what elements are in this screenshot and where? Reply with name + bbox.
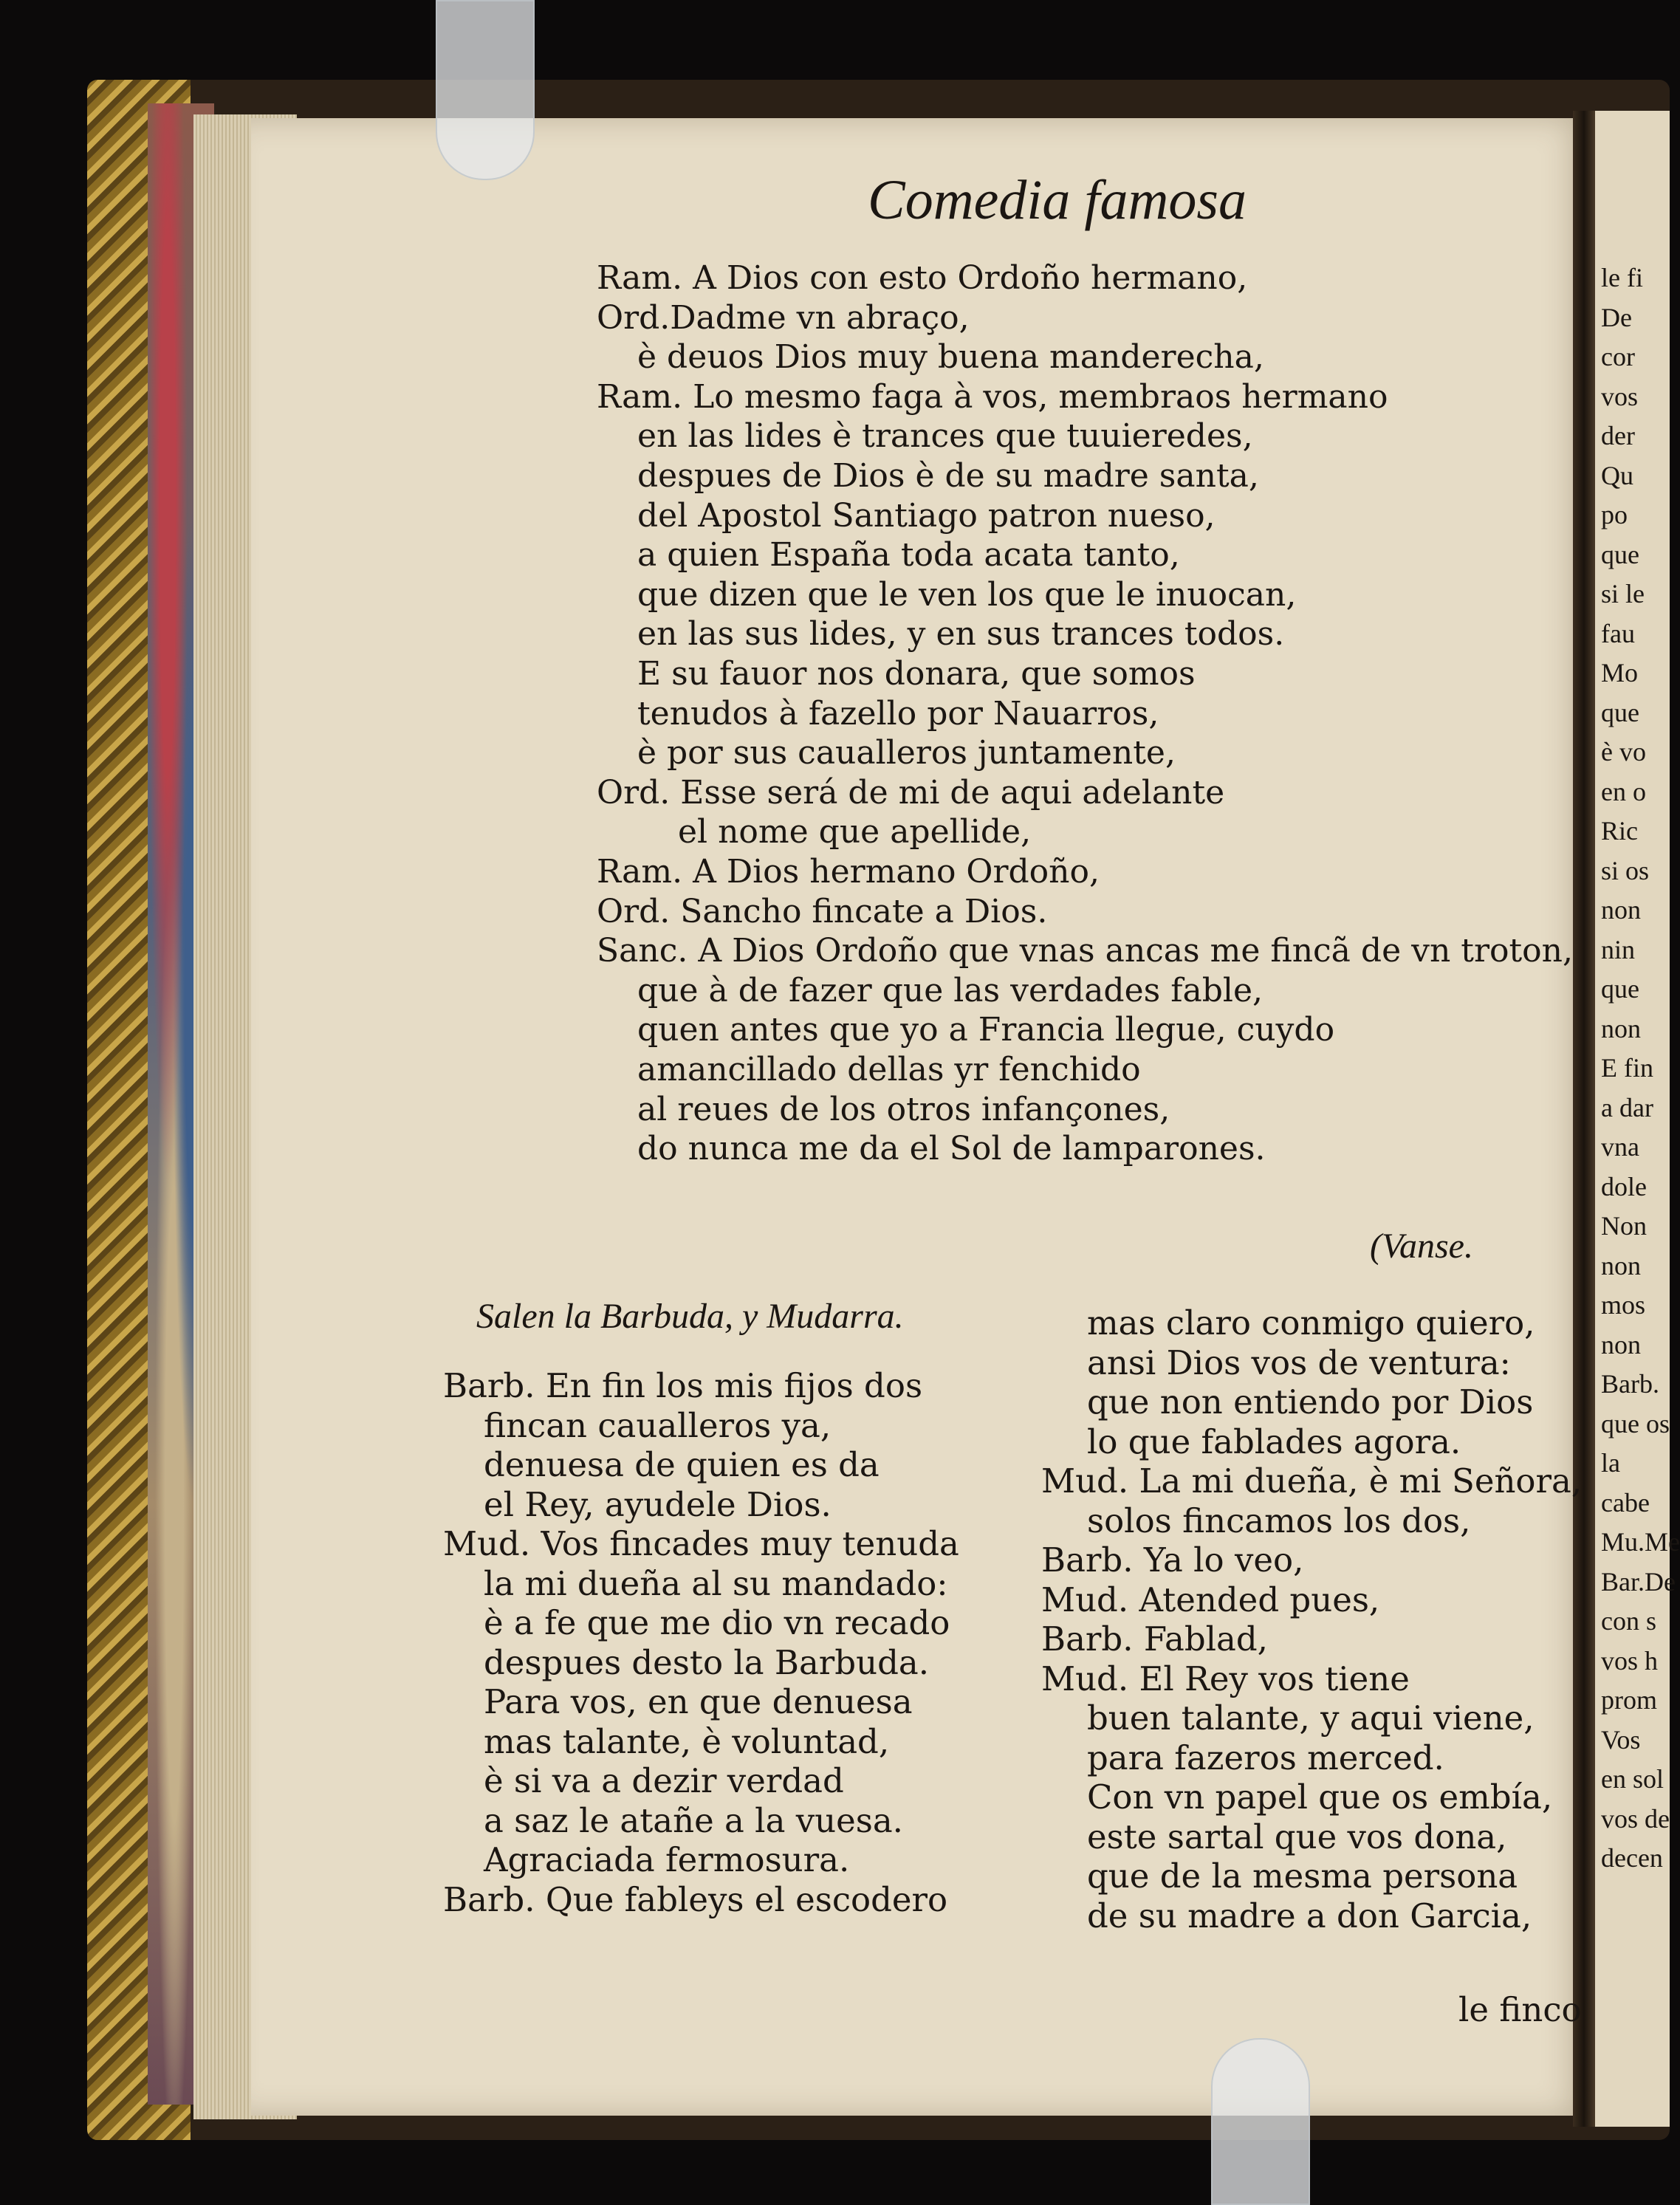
page-clip-top [436, 0, 535, 180]
facing-page-fragment: le fi [1601, 263, 1643, 292]
exit-direction: (Vanse. [1370, 1227, 1473, 1266]
facing-page-fragment: Mu.Me [1601, 1527, 1680, 1557]
facing-page-fragment: fau [1601, 618, 1635, 648]
page-clip-bottom [1211, 2038, 1310, 2205]
verse-line: Para vos, en que denuesa [484, 1682, 913, 1721]
verse-line: Agraciada fermosura. [484, 1840, 850, 1879]
facing-page-fragment: Bar.De [1601, 1566, 1676, 1597]
verse-line: quen antes que yo a Francia llegue, cuydo [637, 1011, 1335, 1049]
verse-line: Mud. La mi dueña, è mi Señora, [1041, 1461, 1583, 1501]
facing-page-text [1601, 258, 1680, 1879]
verse-line: è si va a dezir verdad [484, 1761, 844, 1800]
verse-line: E su fauor nos donara, que somos [637, 655, 1196, 693]
facing-page-fragment: que [1601, 974, 1639, 1004]
facing-page-fragment: po [1601, 500, 1628, 529]
verse-line: Mud. El Rey vos tiene [1041, 1659, 1410, 1698]
verse-line: Ram. A Dios hermano Ordoño, [597, 853, 1100, 891]
verse-line: Barb. En fin los mis fijos dos [443, 1366, 923, 1405]
verse-line: Ord.Dadme vn abraço, [597, 298, 970, 337]
verse-line: la mi dueña al su mandado: [484, 1563, 948, 1603]
verse-line: Barb. Ya lo veo, [1041, 1540, 1304, 1580]
facing-page-fragment: non [1601, 1250, 1641, 1280]
facing-page-fragment: è vo [1601, 737, 1646, 767]
verse-line: Barb. Fablad, [1041, 1619, 1268, 1659]
verse-line: a quien España toda acata tanto, [637, 536, 1180, 575]
verse-line: è por sus caualleros juntamente, [637, 734, 1176, 772]
facing-page-fragment: decen [1601, 1843, 1663, 1873]
stage-direction: Salen la Barbuda, y Mudarra. [476, 1297, 904, 1336]
verse-line: a saz le atañe a la vuesa. [484, 1800, 903, 1840]
facing-page-fragment: vna [1601, 1132, 1639, 1162]
facing-page-fragment: De [1601, 302, 1632, 332]
facing-page-fragment: cor [1601, 342, 1635, 371]
verse-line: para fazeros merced. [1087, 1738, 1444, 1777]
facing-page-fragment: dole [1601, 1171, 1647, 1201]
facing-page-fragment: der [1601, 421, 1635, 450]
verse-line: amancillado dellas yr fenchido [637, 1051, 1141, 1088]
facing-page-fragment: Barb. [1601, 1369, 1659, 1399]
catchword: le finco [1458, 1990, 1582, 2029]
facing-page-fragment: Ric [1601, 816, 1638, 846]
verse-line: è deuos Dios muy buena manderecha, [637, 338, 1264, 377]
facing-page-fragment: Mo [1601, 658, 1639, 687]
verse-line: Con vn papel que os embía, [1087, 1777, 1553, 1817]
book-gutter [1573, 111, 1595, 2127]
facing-page-fragment: que [1601, 697, 1639, 727]
verse-line: mas talante, è voluntad, [484, 1721, 890, 1761]
verse-line: que dizen que le ven los que le inuocan, [637, 575, 1297, 614]
verse-line: al reues de los otros infançones, [637, 1090, 1170, 1128]
facing-page-fragment: la cabe [1601, 1448, 1650, 1518]
verse-line: el Rey, ayudele Dios. [484, 1484, 832, 1524]
facing-page-fragment: con s [1601, 1606, 1656, 1636]
facing-page-fragment: en sol [1601, 1764, 1664, 1794]
verse-line: en las sus lides, y en sus trances todos. [637, 615, 1285, 654]
facing-page-fragment: vos h [1601, 1645, 1659, 1676]
facing-page-fragment: nin [1601, 934, 1636, 964]
verse-line: do nunca me da el Sol de lamparones. [637, 1130, 1266, 1168]
verse-line: denuesa de quien es da [484, 1445, 880, 1484]
facing-page-fragment: prom [1601, 1685, 1657, 1715]
facing-page-fragment: que os [1601, 1408, 1670, 1438]
facing-page-fragment: si le [1601, 579, 1645, 608]
facing-page-fragment: vos [1601, 381, 1639, 411]
verse-line: buen talante, y aqui viene, [1087, 1698, 1535, 1738]
verse-line: Sanc. A Dios Ordoño que vnas ancas me fincã de vn troton, [597, 932, 1573, 970]
verse-line: Ord. Sancho fincate a Dios. [597, 892, 1048, 930]
verse-line: Ram. A Dios con esto Ordoño hermano, [597, 259, 1248, 297]
verse-line: Mud. Atended pues, [1041, 1580, 1380, 1619]
facing-page-fragment: non [1601, 895, 1641, 925]
facing-page-fragment: en o [1601, 776, 1646, 806]
facing-page-fragment: Vos [1601, 1724, 1641, 1755]
running-title: Comedia famosa [868, 169, 1247, 231]
facing-page-fragment: que [1601, 539, 1639, 569]
verse-line: este sartal que vos dona, [1087, 1817, 1507, 1856]
facing-page-fragment: a dar [1601, 1092, 1653, 1122]
verse-line: lo que fablades agora. [1087, 1422, 1461, 1461]
facing-page-fragment: E fin [1601, 1053, 1653, 1083]
verse-line: Mud. Vos fincades muy tenuda [443, 1524, 959, 1563]
facing-page-fragment: mos [1601, 1290, 1646, 1320]
verse-line: de su madre a don Garcia, [1087, 1896, 1532, 1935]
verse-line: despues de Dios è de su madre santa, [637, 457, 1259, 495]
facing-page-fragment: vos de [1601, 1803, 1670, 1834]
verse-line: que non entiendo por Dios [1087, 1382, 1534, 1422]
facing-page-fragment: Non [1601, 1211, 1647, 1241]
facing-page-fragment: non [1601, 1329, 1641, 1359]
facing-page-fragment: si os [1601, 855, 1650, 885]
facing-page-fragment: non [1601, 1013, 1641, 1043]
verse-line: tenudos à fazello por Nauarros, [637, 694, 1159, 733]
verse-line: que de la mesma persona [1087, 1856, 1518, 1896]
facing-page-fragment: Qu [1601, 460, 1633, 490]
verse-line: que à de fazer que las verdades fable, [637, 971, 1263, 1009]
verse-line: è a fe que me dio vn recado [484, 1603, 950, 1642]
verse-line: solos fincamos los dos, [1087, 1501, 1471, 1540]
verse-line: Barb. Que fableys el escodero [443, 1879, 948, 1919]
verse-line: fincan caualleros ya, [484, 1405, 832, 1445]
verse-line: del Apostol Santiago patron nueso, [637, 496, 1216, 535]
verse-line: ansi Dios vos de ventura: [1087, 1342, 1511, 1382]
verse-line: en las lides è trances que tuuieredes, [637, 417, 1253, 456]
verse-line: mas claro conmigo quiero, [1087, 1303, 1535, 1342]
verse-line: Ord. Esse será de mi de aqui adelante [597, 773, 1225, 812]
verse-line: Ram. Lo mesmo faga à vos, membraos hermano [597, 377, 1388, 416]
verse-line: despues desto la Barbuda. [484, 1642, 930, 1682]
verse-line: el nome que apellide, [678, 813, 1032, 851]
